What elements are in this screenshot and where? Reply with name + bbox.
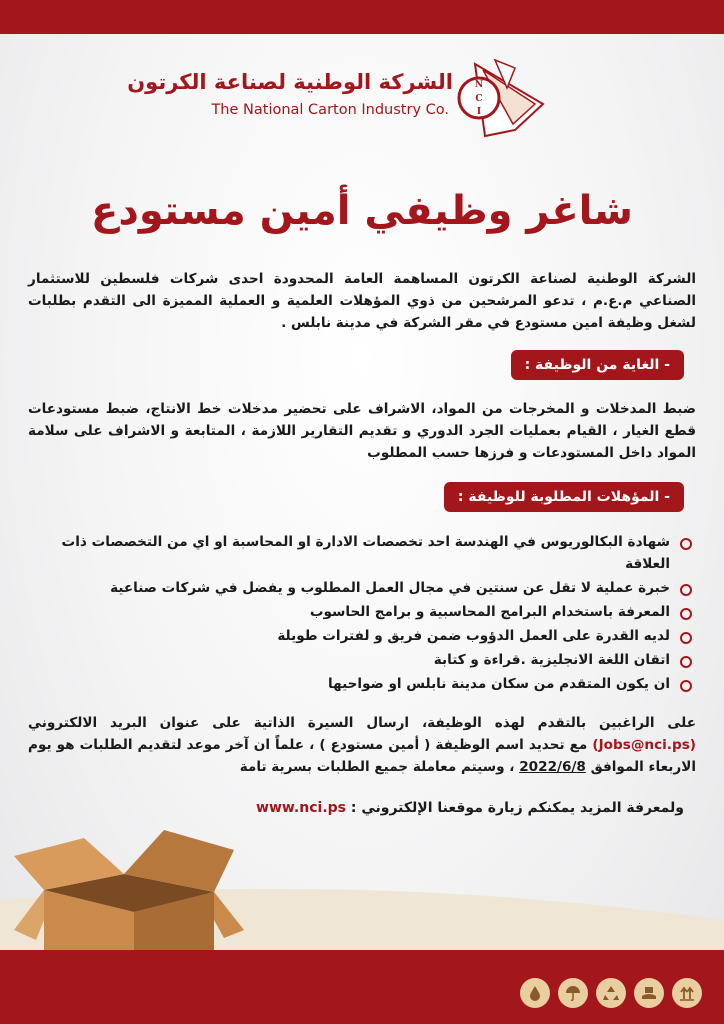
apply-text-1: على الراغبين بالتقدم لهذه الوظيفة، ارسال السيرة الذاتية على عنوان البريد الالكتروني xyxy=(28,715,696,731)
qualifications-list xyxy=(28,531,696,697)
qualification-item: اتقان اللغة الانجليزية .قراءة و كتابة xyxy=(28,649,696,671)
application-paragraph xyxy=(28,712,696,778)
website-link[interactable]: www.nci.ps xyxy=(256,800,346,816)
website-text: ولمعرفة المزيد يمكنكم زيارة موقعنا الإلكتروني : xyxy=(350,800,684,816)
svg-text:I: I xyxy=(476,107,482,117)
recycle-icon xyxy=(596,978,626,1008)
svg-text:N: N xyxy=(474,80,484,90)
qualification-item: شهادة البكالوريوس في الهندسة احد تخصصات الادارة او المحاسبة او اي من التخصصات ذات العلاقة xyxy=(28,531,696,575)
page-title: شاغر وظيفي أمين مستودع xyxy=(91,188,633,234)
company-logo xyxy=(127,58,545,140)
qualifications-heading-badge: - المؤهلات المطلوبة للوظيفة : xyxy=(444,482,684,512)
logo-arabic-text: الشركة الوطنية لصناعة الكرتون xyxy=(127,70,453,94)
website-line xyxy=(256,800,684,816)
qualification-item: لديه القدرة على العمل الدؤوب ضمن فريق و لفترات طويلة xyxy=(28,625,696,647)
email-link[interactable]: (Jobs@nci.ps) xyxy=(592,737,697,753)
arrows-up-icon xyxy=(672,978,702,1008)
intro-paragraph: الشركة الوطنية لصناعة الكرتون المساهمة العامة المحدودة احدى شركات فلسطين للاستثمار الصناعي م.ع.م ، تدعو المرشحين من ذوي المؤهلات العلمية و العملية المميزة الى التقدم بطلبات لشغل وظيفة امين مستودع في مقر الشركة في مدينة نابلس . xyxy=(28,271,696,331)
logo-english-text: The National Carton Industry Co. xyxy=(211,102,449,118)
drop-icon xyxy=(520,978,550,1008)
qualification-item: خبرة عملية لا تقل عن سنتين في مجال العمل المطلوب و يفضل في شركات صناعية xyxy=(28,577,696,599)
umbrella-icon xyxy=(558,978,588,1008)
deadline-date: 2022/6/8 xyxy=(519,759,586,775)
logo-emblem-icon xyxy=(455,58,545,140)
goal-paragraph: ضبط المدخلات و المخرجات من المواد، الاشراف على تحضير مدخلات خط الانتاج، ضبط مستودعات قطع الغيار ، القيام بعمليات الجرد الدوري و تقديم التقارير اللازمة ، المتابعة و الاشراف على سلامة المواد داخل المستودعات و فرزها حسب المطلوب xyxy=(28,401,696,461)
care-icons-row xyxy=(520,978,702,1008)
apply-text-3: ، وسيتم معاملة جميع الطلبات بسرية تامة xyxy=(239,759,515,775)
svg-text:C: C xyxy=(475,94,483,104)
hands-icon xyxy=(634,978,664,1008)
qualification-item: المعرفة باستخدام البرامج المحاسبية و برامج الحاسوب xyxy=(28,601,696,623)
apply-text-2: مع تحديد اسم الوظيفة ( أمين مستودع ) ، علماً ان آخر موعد لتقديم الطلبات هو يوم الاربعاء الموافق xyxy=(28,737,696,775)
qualification-item: ان يكون المتقدم من سكان مدينة نابلس او ضواحيها xyxy=(28,673,696,695)
top-bar xyxy=(0,0,724,34)
goal-heading-badge: - الغاية من الوظيفة : xyxy=(511,350,684,380)
